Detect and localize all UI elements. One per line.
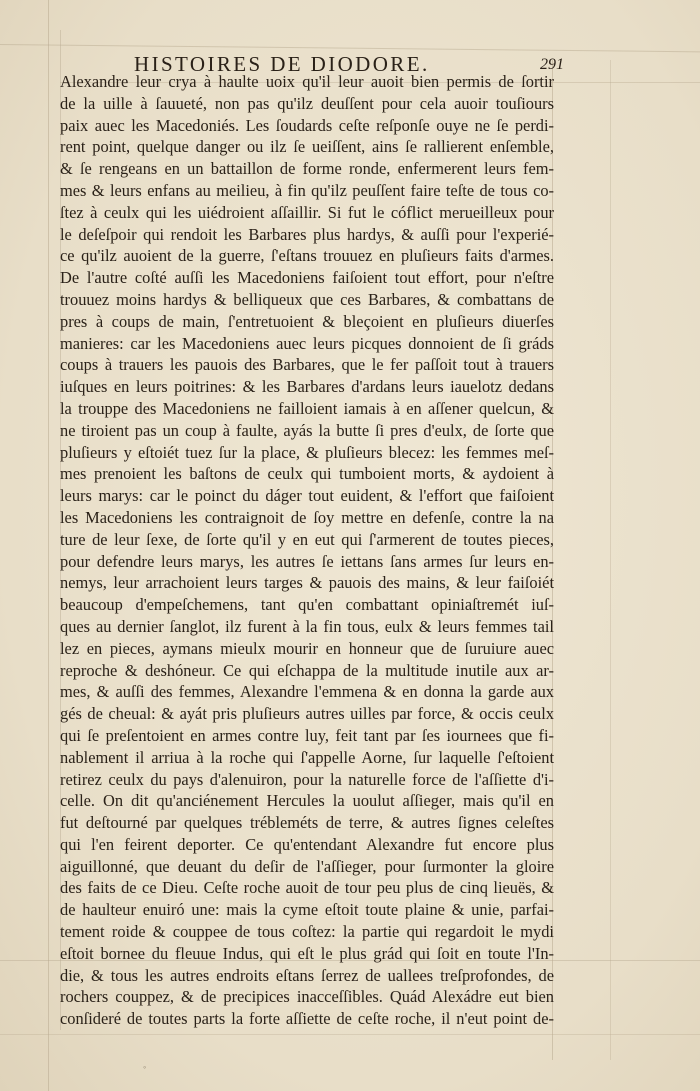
text-line: qui ſe preſentoient en armes contre luy, feit tant par ſes iournees que fi- (60, 725, 554, 745)
text-line: ſtez à ceulx qui les uiédroient aſſaillir. Si fut le cóflict merueilleux pour (60, 202, 554, 222)
margin-dot: ◦ (143, 1062, 147, 1072)
text-line: ce qu'ilz auoient de la guerre, ſ'eſtans trouuez en pluſieurs faits d'armes. (60, 246, 554, 266)
text-line: de la uille à ſauueté, non pas qu'ilz deuſſent pour cela auoir touſiours (60, 93, 554, 113)
text-line: mes & leurs enfans au meilieu, à fin qu'ilz peuſſent faire teſte de tous co- (60, 180, 554, 200)
text-line: paix auec les Macedoniés. Les ſoudards ceſte reſponſe ouye ne ſe perdi- (60, 115, 554, 135)
text-line: ques au dernier ſanglot, ilz furent à la fin tous, eulx & leurs femmes tail (60, 616, 554, 636)
text-line: eſtoit bornee du fleuue Indus, qui eſt le plus grád qui ſoit en toute l'In- (60, 943, 554, 963)
folio-number: 291 (540, 56, 564, 73)
text-line: coups à trauers les pauois des Barbares, que le fer paſſoit tout à trauers (60, 355, 554, 375)
text-line: nablement il arriua à la roche qui ſ'appelle Aorne, ſur laquelle ſ'eſtoient (60, 747, 554, 767)
text-line: manieres: car les Macedoniens auec leurs picques donnoient de ſi gráds (60, 333, 554, 353)
text-line: pres à coups de main, ſ'entretuoient & bleçoient en pluſieurs diuerſes (60, 311, 554, 331)
text-line: lez en pieces, aymans mieulx mourir en honneur que de ſuruiure auec (60, 638, 554, 658)
text-line: fut deſtourné par quelques trébleméts de terre, & autres ſignes celeſtes (60, 813, 554, 833)
text-line: trouuez moins hardys & belliqueux que ces Barbares, & combattans de (60, 289, 554, 309)
horizontal-rule-footer (0, 1034, 700, 1035)
text-line: de haulteur enuiró une: mais la cyme eſtoit toute plaine & unie, parfai- (60, 900, 554, 920)
text-line: la trouppe des Macedoniens ne failloient iamais à en aſſener quelcun, & (60, 398, 554, 418)
text-line: leurs marys: car le poinct du dáger tout euident, & l'effort que faiſoient (60, 486, 554, 506)
text-line: pluſieurs y eſtoiét tuez ſur la place, & pluſieurs blecez: les femmes meſ- (60, 442, 554, 462)
text-line: tement roide & couppee de tous coſtez: la partie qui regardoit le mydi (60, 922, 554, 942)
running-head: HISTOIRES DE DIODORE. (134, 52, 430, 76)
text-line: mes prenoient les baſtons de ceulx qui tumboient morts, & aydoient à (60, 464, 554, 484)
text-line: rochers couppez, & de precipices inacceſſibles. Quád Alexádre eut bien (60, 987, 554, 1007)
text-line: Alexandre leur crya à haulte uoix qu'il leur auoit bien permis de ſortir (60, 72, 554, 91)
body-text (60, 71, 554, 1030)
text-line: die, & tous les autres endroits eſtans ſerrez de uallees treſprofondes, de (60, 965, 554, 985)
text-line: conſideré de toutes parts la forte aſſiette de ceſte roche, il n'eut point de- (60, 1009, 554, 1029)
text-line: beaucoup d'empeſchemens, tant qu'en combattant opiniaſtremét iuſ- (60, 595, 554, 615)
text-line: nemys, leur arrachoient leurs targes & pauois des mains, & leur faiſoiét (60, 573, 554, 593)
text-line: celle. On dit qu'anciénement Hercules la uoulut aſſieger, mais qu'il en (60, 791, 554, 811)
text-line: gés de cheual: & ayát pris pluſieurs autres uilles par force, & occis ceulx (60, 704, 554, 724)
text-line: ture de leur ſexe, de ſorte qu'il y en eut qui ſ'armerent de toutes pieces, (60, 529, 554, 549)
text-line: pour defendre leurs marys, les autres ſe iettans ſans armes ſur leurs en- (60, 551, 554, 571)
text-line: mes, & auſſi des femmes, Alexandre l'emmena & en donna la garde aux (60, 682, 554, 702)
text-line: le deſeſpoir qui rendoit les Barbares plus hardys, & auſſi pour l'experié- (60, 224, 554, 244)
text-line: reproche & deshóneur. Ce qui eſchappa de la multitude inutile aux ar- (60, 660, 554, 680)
text-line: rent point, quelque danger ou ilz ſe ueiſſent, ains ſe rallierent enſemble, (60, 137, 554, 157)
text-line: qui l'en feirent deporter. Ce qu'entendant Alexandre fut encore plus (60, 834, 554, 854)
vertical-rule-left (48, 0, 49, 1091)
text-line: aiguillonné, que deuant du deſir de l'aſſieger, pour ſurmonter la gloire (60, 856, 554, 876)
text-line: retirez ceulx du pays d'alenuiron, pour la naturelle force de l'aſſiette d'i- (60, 769, 554, 789)
text-line: iuſques en leurs poitrines: & les Barbares d'ardans leurs iauelotz dedans (60, 377, 554, 397)
vertical-rule-margin (610, 60, 611, 1060)
text-line: les Macedoniens les contraignoit de ſoy mettre en defenſe, contre la na (60, 507, 554, 527)
text-line: ne tiroient pas un coup à faulte, ayás la butte ſi pres d'eulx, de ſorte que (60, 420, 554, 440)
text-line: & ſe rengeans en un battaillon de forme ronde, enfermerent leurs fem- (60, 159, 554, 179)
text-line: De l'autre coſté auſſi les Macedoniens faiſoient tout effort, pour n'eſtre (60, 268, 554, 288)
text-line: des faits de ce Dieu. Ceſte roche auoit de tour peu plus de cinq lieuës, & (60, 878, 554, 898)
